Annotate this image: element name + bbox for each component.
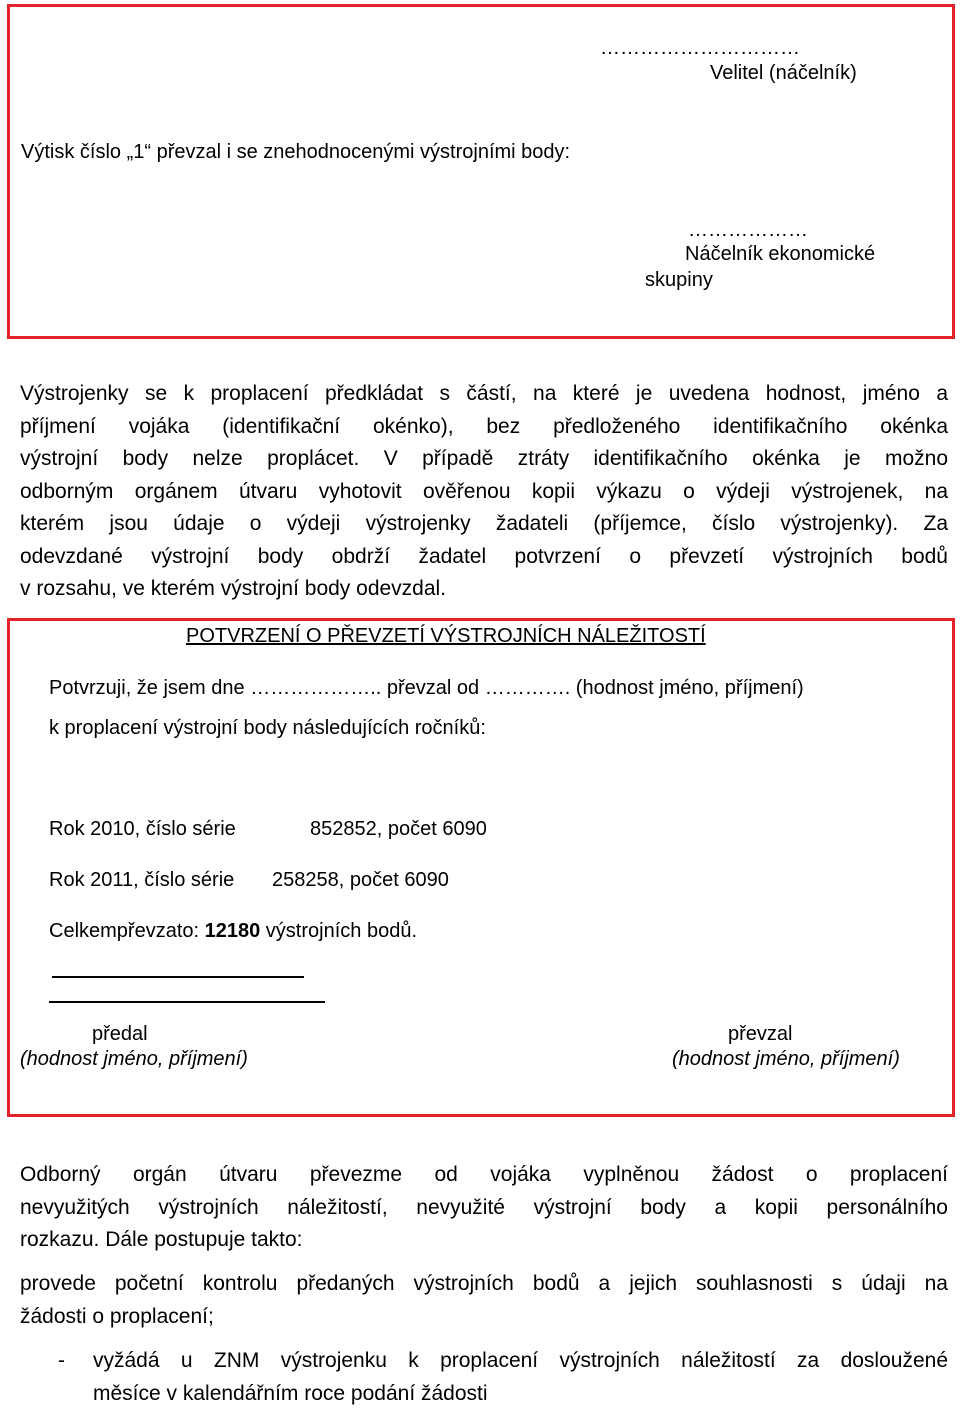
total-line	[49, 919, 417, 943]
intro-line: v rozsahu, ve kterém výstrojní body odevzdal.	[20, 573, 948, 606]
year-row-value: 258258, počet 6090	[272, 868, 449, 892]
year-row-value: 852852, počet 6090	[310, 817, 487, 841]
intro-line: příjmení vojáka (identifikační okénko), bez předloženého identifikačního okénka	[20, 411, 948, 444]
confirmation-line1: Potvrzuji, že jsem dne ……………….. převzal od …………. (hodnost jméno, příjmení)	[49, 676, 804, 700]
procedure-paragraph	[20, 1268, 948, 1333]
closing-line: nevyužitých výstrojních náležitostí, nevyužité výstrojní body a kopii personálního	[20, 1192, 948, 1225]
commander-signature-dots: …………………………	[600, 36, 800, 60]
total-suffix: výstrojních bodů.	[260, 920, 417, 942]
confirmation-title: POTVRZENÍ O PŘEVZETÍ VÝSTROJNÍCH NÁLEŽITOSTÍ	[186, 624, 706, 648]
received-sub: (hodnost jméno, příjmení)	[672, 1047, 900, 1071]
signature-line	[52, 976, 304, 978]
copy-note: Výtisk číslo „1“ převzal i se znehodnocenými výstrojními body:	[21, 140, 570, 164]
handed-label: předal	[92, 1022, 148, 1046]
bullet-line: měsíce v kalendářním roce podání žádosti	[93, 1378, 948, 1410]
procedure-line: provede početní kontrolu předaných výstrojních bodů a jejich souhlasnosti s údaji na	[20, 1268, 948, 1301]
handed-sub: (hodnost jméno, příjmení)	[20, 1047, 248, 1071]
intro-line: kterém jsou údaje o výdeji výstrojenky žadateli (příjemce, číslo výstrojenky). Za	[20, 508, 948, 541]
header-box	[7, 4, 955, 339]
signature-line	[49, 1001, 325, 1003]
year-row-label: Rok 2010, číslo série	[49, 817, 236, 841]
intro-paragraph	[20, 378, 948, 606]
bullet-marker: -	[58, 1348, 65, 1373]
econ-title-line2: skupiny	[645, 268, 713, 292]
received-label: převzal	[728, 1022, 792, 1046]
econ-signature-dots: ………………	[688, 218, 808, 242]
econ-title-line1: Náčelník ekonomické	[685, 242, 875, 266]
bullet-line: vyžádá u ZNM výstrojenku k proplacení výstrojních náležitostí za dosloužené	[93, 1345, 948, 1378]
year-row-label: Rok 2011, číslo série	[49, 868, 234, 892]
intro-line: Výstrojenky se k proplacení předkládat s částí, na které je uvedena hodnost, jméno a	[20, 378, 948, 411]
intro-line: výstrojní body nelze proplácet. V případě ztráty identifikačního okénka je možno	[20, 443, 948, 476]
closing-line: Odborný orgán útvaru převezme od vojáka vyplněnou žádost o proplacení	[20, 1159, 948, 1192]
closing-paragraph	[20, 1159, 948, 1257]
intro-line: odborným orgánem útvaru vyhotovit ověřenou kopii výkazu o výdeji výstrojenek, na	[20, 476, 948, 509]
total-prefix: Celkempřevzato:	[49, 920, 205, 942]
closing-line: rozkazu. Dále postupuje takto:	[20, 1224, 948, 1257]
procedure-line: žádosti o proplacení;	[20, 1301, 948, 1334]
bullet-text	[93, 1345, 948, 1410]
total-value: 12180	[205, 920, 261, 942]
commander-title: Velitel (náčelník)	[710, 61, 857, 85]
intro-line: odevzdané výstrojní body obdrží žadatel potvrzení o převzetí výstrojních bodů	[20, 541, 948, 574]
confirmation-line2: k proplacení výstrojní body následujících ročníků:	[49, 716, 486, 740]
